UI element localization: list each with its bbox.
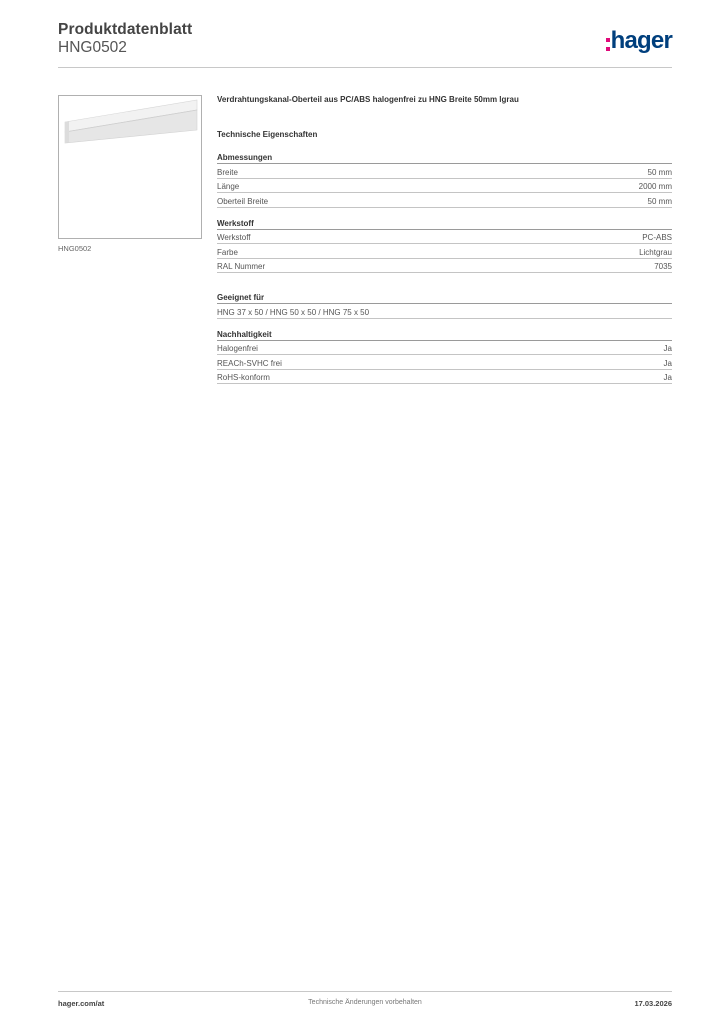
row-value: PC-ABS	[642, 233, 672, 242]
row-label: RoHS-konform	[217, 373, 270, 382]
row-value: 50 mm	[647, 167, 672, 177]
logo-dots-icon	[606, 38, 610, 51]
row-value: 2000 mm	[638, 182, 672, 191]
hager-logo	[606, 29, 672, 55]
row-value: Lichtgrau	[639, 247, 672, 257]
article-number: HNG0502	[58, 39, 127, 56]
table-row	[217, 164, 672, 179]
table-row	[217, 341, 672, 356]
row-value: 7035	[654, 262, 672, 271]
section-title: Werkstoff	[217, 219, 672, 230]
table-row	[217, 259, 672, 274]
footer-notice: Technische Änderungen vorbehalten	[308, 999, 422, 1006]
section-material	[217, 219, 672, 274]
row-value: Ja	[663, 358, 672, 368]
row-value: Ja	[663, 344, 672, 353]
row-label: Länge	[217, 182, 240, 191]
product-image	[58, 95, 202, 239]
row-label: Farbe	[217, 247, 238, 257]
table-row	[217, 355, 672, 370]
table-row	[217, 179, 672, 194]
row-label: RAL Nummer	[217, 262, 266, 271]
section-dimensions	[217, 153, 672, 208]
row-label: Breite	[217, 167, 238, 177]
row-label: REACh-SVHC frei	[217, 358, 282, 368]
row-label: Halogenfrei	[217, 344, 258, 353]
table-row	[217, 244, 672, 259]
row-label: Oberteil Breite	[217, 196, 269, 206]
page-footer	[58, 991, 672, 1011]
section-suitable-for	[217, 293, 672, 319]
product-details	[217, 95, 672, 384]
product-description: Verdrahtungskanal-Oberteil aus PC/ABS halogenfrei zu HNG Breite 50mm lgrau	[217, 95, 519, 104]
table-row	[217, 230, 672, 245]
row-value: 50 mm	[647, 196, 672, 206]
section-title: Nachhaltigkeit	[217, 330, 672, 341]
section-title: Abmessungen	[217, 153, 672, 164]
row-label: Werkstoff	[217, 233, 251, 242]
page-header	[58, 21, 672, 68]
footer-website-link[interactable]: hager.com/at	[58, 999, 105, 1008]
page-title: Produktdatenblatt	[58, 21, 193, 38]
row-label: HNG 37 x 50 / HNG 50 x 50 / HNG 75 x 50	[217, 307, 370, 317]
row-value: Ja	[663, 373, 672, 382]
logo-text: hager	[610, 27, 672, 54]
cable-duct-cover-icon	[59, 96, 201, 238]
table-row	[217, 193, 672, 208]
table-row	[217, 370, 672, 385]
product-image-caption: HNG0502	[58, 244, 92, 253]
section-title: Geeignet für	[217, 293, 672, 304]
footer-date: 17.03.2026	[634, 999, 672, 1008]
table-row	[217, 304, 672, 319]
section-sustainability	[217, 330, 672, 385]
properties-heading: Technische Eigenschaften	[217, 130, 318, 139]
